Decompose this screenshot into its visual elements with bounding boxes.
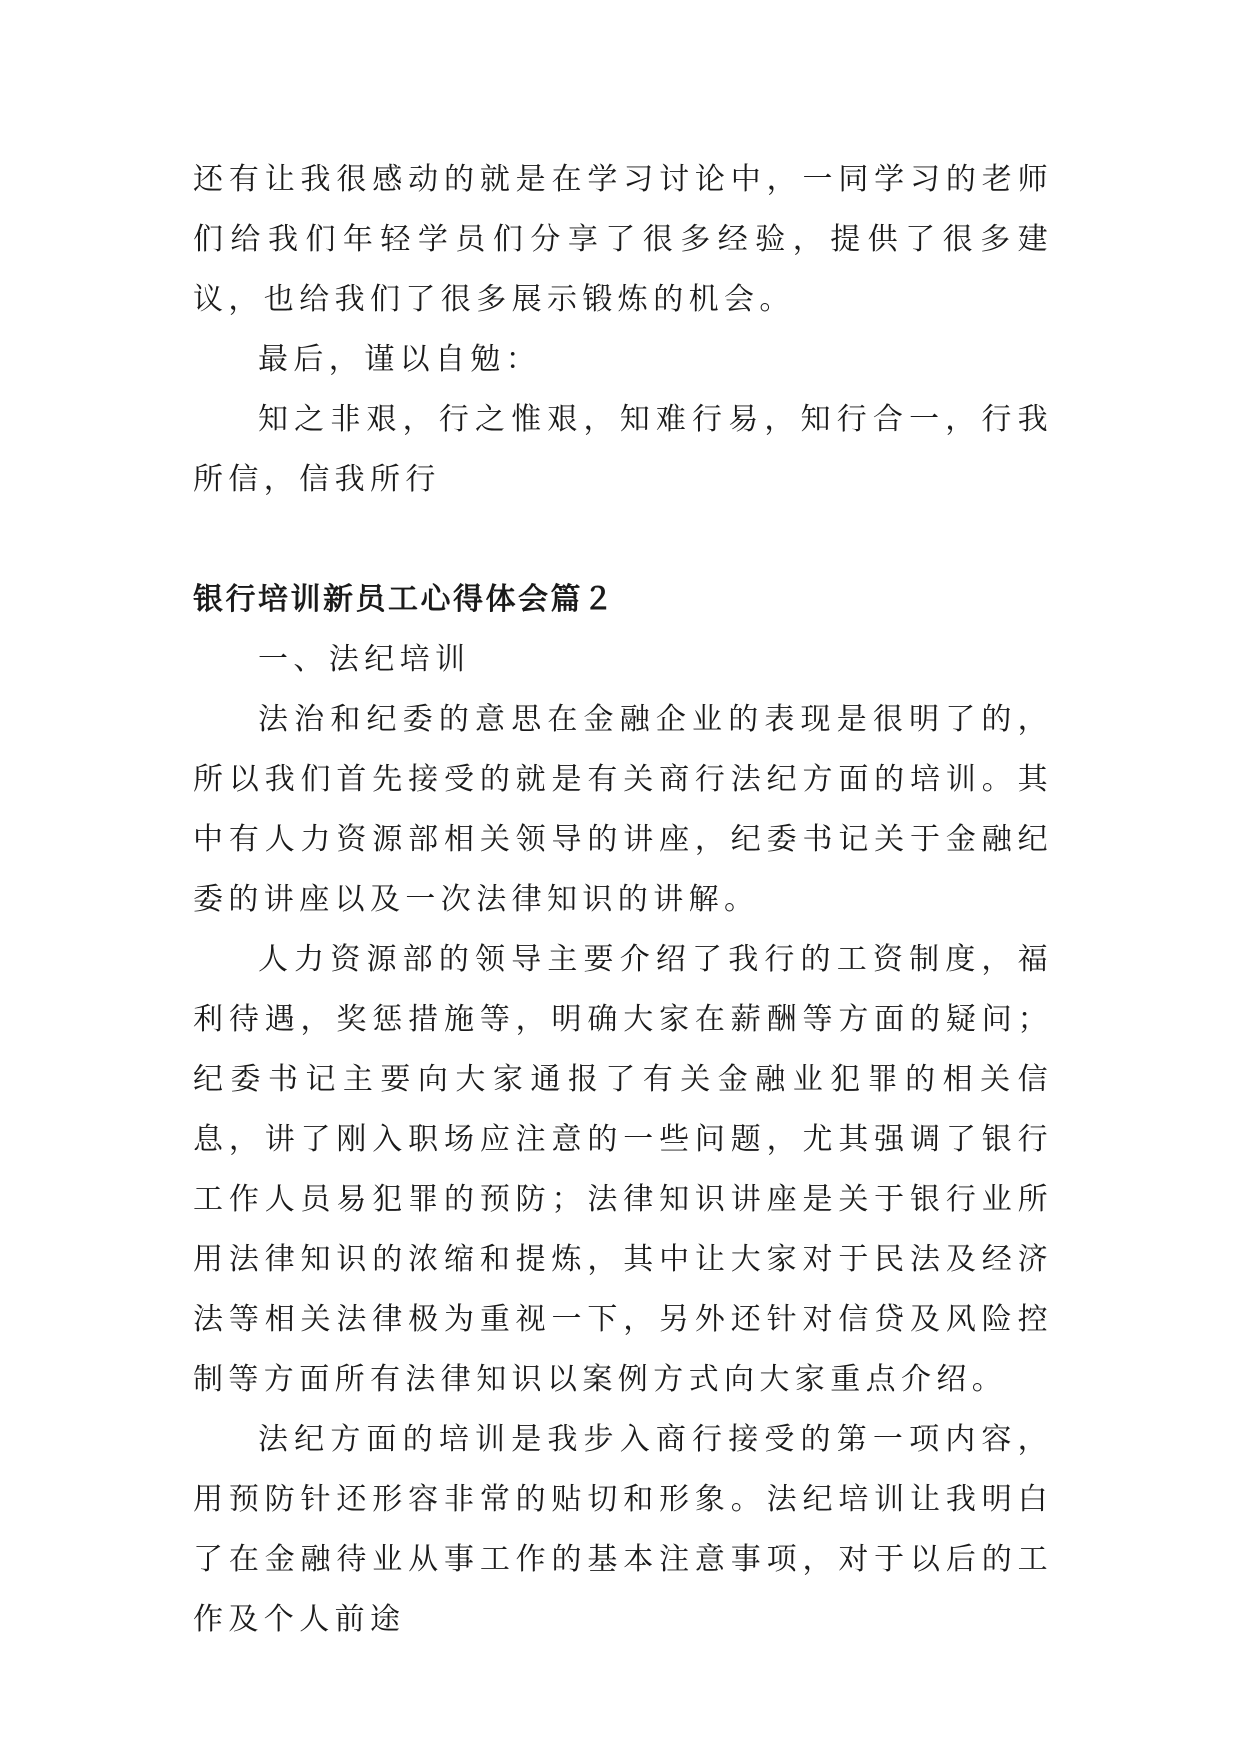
- section-spacer: [193, 510, 1053, 570]
- subheading: 一、法纪培训: [258, 642, 471, 677]
- section-title: 银行培训新员工心得体会篇２: [193, 582, 616, 617]
- paragraph-motto: 知之非艰，行之惟艰，知难行易，知行合一，行我所信，信我所行: [193, 402, 1053, 497]
- paragraph-closing-line: 最后，谨以自勉：: [258, 342, 542, 377]
- paragraph-body: 法治和纪委的意思在金融企业的表现是很明了的，所以我们首先接受的就是有关商行法纪方面的培训。其中有人力资源部相关领导的讲座，纪委书记关于金融纪委的讲座以及一次法律知识的讲解。: [193, 702, 1053, 917]
- document-body: [193, 150, 1053, 1650]
- paragraph-body: 法纪方面的培训是我步入商行接受的第一项内容，用预防针还形容非常的贴切和形象。法纪培训让我明白了在金融待业从事工作的基本注意事项，对于以后的工作及个人前途: [193, 1422, 1053, 1637]
- paragraph-body: 人力资源部的领导主要介绍了我行的工资制度，福利待遇，奖惩措施等，明确大家在薪酬等方面的疑问；纪委书记主要向大家通报了有关金融业犯罪的相关信息，讲了刚入职场应注意的一些问题，尤其强调了银行工作人员易犯罪的预防；法律知识讲座是关于银行业所用法律知识的浓缩和提炼，其中让大家对于民法及经济法等相关法律极为重视一下，另外还针对信贷及风险控制等方面所有法律知识以案例方式向大家重点介绍。: [193, 942, 1053, 1397]
- paragraph-continuation: 还有让我很感动的就是在学习讨论中，一同学习的老师们给我们年轻学员们分享了很多经验，提供了很多建议，也给我们了很多展示锻炼的机会。: [193, 162, 1053, 317]
